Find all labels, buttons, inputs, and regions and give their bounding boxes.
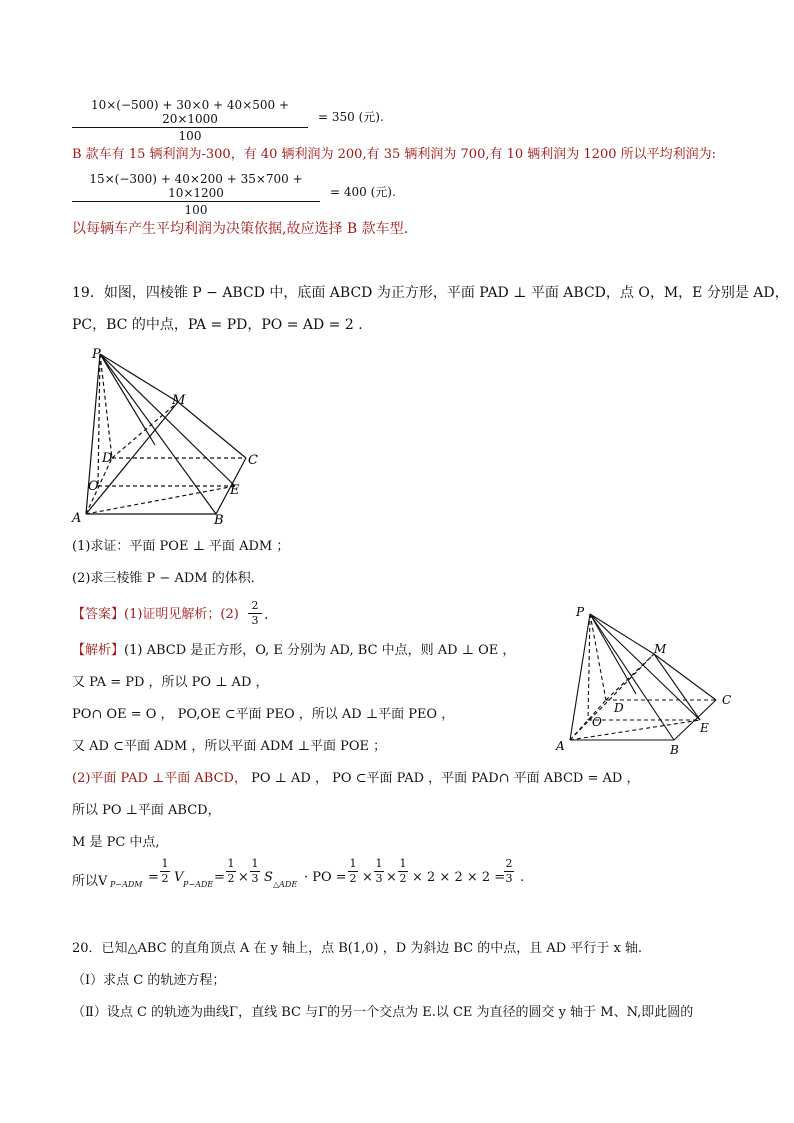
conclusion-line: 以每辆车产生平均利润为决策依据,故应选择 B 款车型. [72,221,409,237]
fraction-numerator: 1 [349,857,357,870]
pyramid-figure-question [60,340,270,530]
fraction-denominator: 3 [505,872,513,885]
edge-po [588,614,590,720]
fraction-denominator: 3 [251,614,259,627]
label-m: M [172,393,186,408]
edge-pd [100,354,112,458]
fraction-denominator: 2 [227,872,235,885]
q20-part1: （Ⅰ）求点 C 的轨迹方程； [72,973,226,988]
analysis-part2-rest: PO ⊥ AD ， PO ⊂平面 PAD ，平面 PAD∩ 平面 ABCD = AD ， [246,771,640,786]
label-e: E [700,721,709,735]
edge-mc [654,654,716,700]
label-e: E [230,483,240,498]
label-p: P [576,605,585,619]
result-a: = 350 (元). [318,110,384,124]
fraction-numerator: 1 [375,857,383,870]
edge-am [570,654,654,740]
label-c: C [722,693,732,707]
formula-sub-pade: P−ADE [183,880,214,889]
frac-half-2 [226,858,236,885]
fraction-bar [72,201,320,202]
q19-part2: (2)求三棱锥 P − ADM 的体积． [72,571,264,586]
formula-prefix: 所以V [72,874,108,889]
answer-line [72,606,239,624]
formula-end: . [520,870,525,885]
formula-po: · PO = [304,870,347,885]
label-d: D [102,451,113,466]
label-d: D [614,701,624,715]
label-b: B [670,743,679,757]
edge-dm [606,654,654,700]
formula-eq: = [148,870,159,885]
analysis-line2: 又 PA = PD ，所以 PO ⊥ AD ， [72,675,269,690]
edge-mc [178,402,246,458]
label-p: P [92,347,101,362]
edge-pb [590,614,674,740]
fraction-numerator: 1 [251,857,259,870]
frac-result [504,858,514,885]
q19-stem-line2: PC，BC 的中点，PA = PD，PO = AD = 2 . [72,317,363,333]
edge-pd-m [590,614,636,694]
label-o: O [592,715,602,729]
fraction-denominator: 3 [375,872,383,885]
label-o: O [88,479,99,494]
result-b: = 400 (元). [330,185,396,199]
pyramid-figure-solution [548,596,748,766]
formula-sub-padm: P−ADM [110,880,143,889]
label-a: A [556,739,565,753]
analysis-line6: 所以 PO ⊥平面 ABCD， [72,803,221,818]
fraction-numerator: 10×(−500) + 30×0 + 40×500 + 20×1000 [90,98,290,126]
analysis-line3: PO∩ OE = O ， PO,OE ⊂平面 PEO ，所以 AD ⊥平面 PEO ， [72,707,455,722]
q20-stem: 20．已知△ABC 的直角顶点 A 在 y 轴上，点 B(1,0) ，D 为斜边 BC 的中点，且 AD 平行于 x 轴. [72,941,643,956]
formula-eq2: = [214,870,225,885]
formula-v: V [174,870,184,885]
analysis-line1 [72,642,515,660]
analysis-line5 [72,770,639,788]
times-sign: × [238,870,249,885]
label-a: A [72,511,82,526]
formula-times-chain: × 2 × 2 × 2 = [412,870,506,885]
q19-stem-line1: 19．如图，四棱锥 P − ABCD 中，底面 ABCD 为正方形，平面 PAD ⊥ 平面 ABCD，点 O，M，E 分别是 AD， [72,285,789,301]
fraction-denominator: 100 [184,203,208,217]
times-sign-3: × [386,870,397,885]
answer-text: (1)证明见解析；(2) [124,607,239,622]
analysis-line7: M 是 PC 中点, [72,835,160,850]
fraction-numerator: 2 [251,599,259,612]
frac-half-3 [348,858,358,885]
fraction-denominator: 2 [349,872,357,885]
fraction-numerator: 1 [227,857,235,870]
label-m: M [654,642,667,656]
fraction-numerator: 15×(−300) + 40×200 + 35×700 + 10×1200 [89,172,303,200]
fraction-b-profit [72,172,320,217]
fraction-denominator: 2 [161,872,169,885]
analysis-part2-start: (2)平面 PAD ⊥平面 ABCD， [72,771,247,786]
fraction-numerator: 1 [161,857,169,870]
fraction-denominator: 2 [399,872,407,885]
edge-pa [570,614,590,740]
answer-tag: 【答案】 [72,607,125,622]
fraction-denominator: 100 [178,129,202,143]
analysis-tag: 【解析】 [72,643,125,658]
label-b: B [214,513,224,528]
b-model-line: B 款车有 15 辆利润为-300，有 40 辆利润为 200,有 35 辆利润为 700,有 10 辆利润为 1200 所以平均利润为: [72,147,717,162]
edge-pm [590,614,654,654]
analysis-line4: 又 AD ⊂平面 ADM ，所以平面 ADM ⊥平面 POE ； [72,739,387,754]
answer-end: . [264,607,269,623]
frac-third-2 [374,858,384,885]
formula-sub-ade: △ADE [273,880,298,889]
fraction-denominator: 3 [251,872,259,885]
edge-ae [570,720,700,740]
answer-fraction [248,600,262,627]
fraction-bar [72,127,308,128]
frac-half [160,858,170,885]
edge-pm [100,354,178,402]
q20-part2: （Ⅱ）设点 C 的轨迹为曲线Γ，直线 BC 与Γ的另一个交点为 E.以 CE 为直径的圆交 y 轴于 M、N,即此圆的 [72,1005,694,1020]
label-c: C [248,453,258,468]
frac-half-4 [398,858,408,885]
q19-part1: (1)求证：平面 POE ⊥ 平面 ADM ； [72,539,290,554]
edge-pb [100,354,216,514]
fraction-numerator: 1 [399,857,407,870]
times-sign-2: × [362,870,373,885]
fraction-numerator: 2 [505,857,513,870]
edge-pe [590,614,700,720]
formula-s: S [264,870,273,885]
fraction-a-profit [72,98,308,143]
edge-dm [112,402,178,458]
edge-me [654,654,700,720]
analysis-text1: (1) ABCD 是正方形，O, E 分别为 AD, BC 中点，则 AD ⊥ OE ， [124,643,516,658]
edge-pe [100,354,235,486]
frac-third [250,858,260,885]
